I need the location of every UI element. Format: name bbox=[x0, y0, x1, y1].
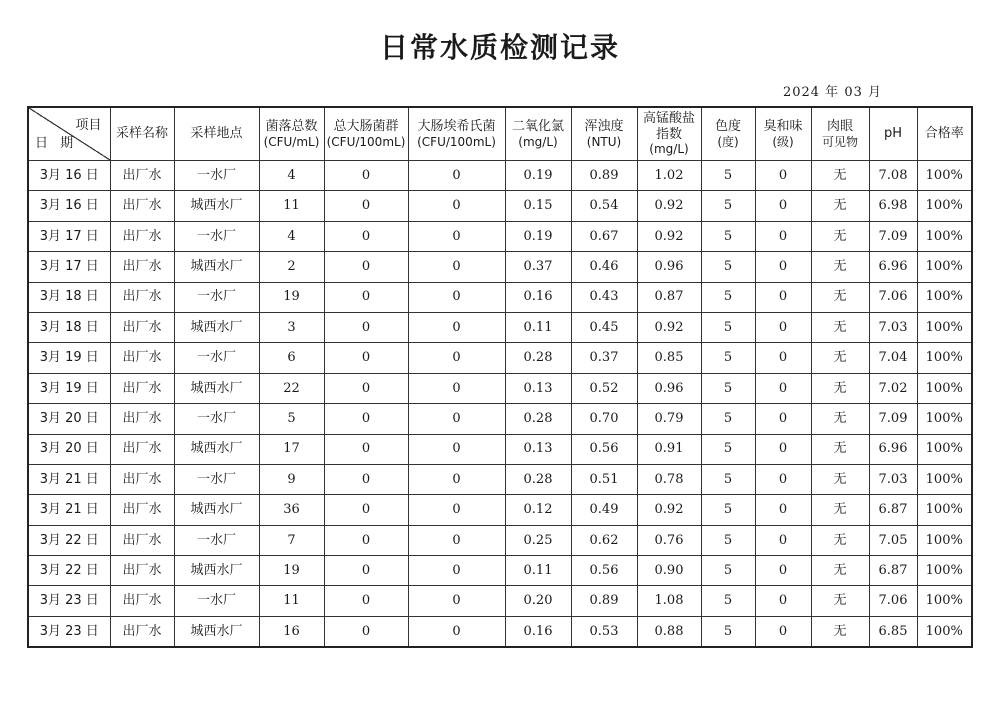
header-unit: (NTU) bbox=[586, 134, 622, 149]
cell-sample-site: 城西水厂 bbox=[174, 252, 259, 282]
cell-turbidity: 0.46 bbox=[571, 252, 637, 282]
header-unit: (级) bbox=[772, 134, 794, 149]
cell-turbidity: 0.56 bbox=[571, 434, 637, 464]
cell-total-coliforms: 0 bbox=[324, 252, 408, 282]
cell-pass-rate: 100% bbox=[917, 495, 972, 525]
cell-chroma: 5 bbox=[701, 525, 755, 555]
table-row bbox=[28, 373, 972, 403]
cell-turbidity: 0.62 bbox=[571, 525, 637, 555]
cell-visible-matter: 无 bbox=[811, 221, 869, 251]
cell-chlorine-dioxide: 0.13 bbox=[505, 373, 571, 403]
header-chroma bbox=[701, 107, 755, 161]
cell-total-coliforms: 0 bbox=[324, 616, 408, 647]
cell-total-coliforms: 0 bbox=[324, 221, 408, 251]
cell-sample-name: 出厂水 bbox=[110, 464, 174, 494]
cell-date: 3月 17 日 bbox=[28, 221, 110, 251]
table-row bbox=[28, 161, 972, 191]
cell-pass-rate: 100% bbox=[917, 373, 972, 403]
cell-total-colonies: 17 bbox=[259, 434, 324, 464]
cell-odor-taste: 0 bbox=[755, 312, 811, 342]
cell-visible-matter: 无 bbox=[811, 586, 869, 616]
cell-pass-rate: 100% bbox=[917, 343, 972, 373]
cell-total-coliforms: 0 bbox=[324, 586, 408, 616]
cell-visible-matter: 无 bbox=[811, 434, 869, 464]
cell-sample-site: 一水厂 bbox=[174, 464, 259, 494]
header-item-label: 项目 bbox=[75, 118, 102, 133]
cell-ph: 7.04 bbox=[869, 343, 917, 373]
cell-date: 3月 16 日 bbox=[28, 191, 110, 221]
cell-turbidity: 0.52 bbox=[571, 373, 637, 403]
cell-odor-taste: 0 bbox=[755, 161, 811, 191]
cell-chlorine-dioxide: 0.15 bbox=[505, 191, 571, 221]
cell-total-colonies: 5 bbox=[259, 404, 324, 434]
cell-total-colonies: 16 bbox=[259, 616, 324, 647]
table-row bbox=[28, 191, 972, 221]
cell-pass-rate: 100% bbox=[917, 616, 972, 647]
cell-sample-name: 出厂水 bbox=[110, 343, 174, 373]
cell-permanganate-index: 0.79 bbox=[637, 404, 701, 434]
cell-sample-name: 出厂水 bbox=[110, 586, 174, 616]
cell-odor-taste: 0 bbox=[755, 373, 811, 403]
cell-ph: 6.96 bbox=[869, 252, 917, 282]
cell-chroma: 5 bbox=[701, 586, 755, 616]
cell-total-coliforms: 0 bbox=[324, 161, 408, 191]
cell-chroma: 5 bbox=[701, 221, 755, 251]
cell-e-coli: 0 bbox=[408, 616, 505, 647]
cell-pass-rate: 100% bbox=[917, 252, 972, 282]
cell-ph: 7.09 bbox=[869, 221, 917, 251]
cell-date: 3月 17 日 bbox=[28, 252, 110, 282]
cell-ph: 6.96 bbox=[869, 434, 917, 464]
cell-sample-site: 一水厂 bbox=[174, 282, 259, 312]
cell-visible-matter: 无 bbox=[811, 616, 869, 647]
cell-chlorine-dioxide: 0.16 bbox=[505, 616, 571, 647]
cell-chroma: 5 bbox=[701, 191, 755, 221]
cell-chroma: 5 bbox=[701, 434, 755, 464]
cell-e-coli: 0 bbox=[408, 312, 505, 342]
cell-permanganate-index: 0.90 bbox=[637, 556, 701, 586]
table-body bbox=[28, 161, 972, 648]
cell-total-colonies: 36 bbox=[259, 495, 324, 525]
table-row bbox=[28, 434, 972, 464]
cell-turbidity: 0.54 bbox=[571, 191, 637, 221]
cell-odor-taste: 0 bbox=[755, 282, 811, 312]
header-unit: (CFU/100mL) bbox=[326, 134, 406, 149]
cell-total-coliforms: 0 bbox=[324, 343, 408, 373]
cell-ph: 7.02 bbox=[869, 373, 917, 403]
header-total-colonies bbox=[259, 107, 324, 161]
table-row bbox=[28, 404, 972, 434]
cell-e-coli: 0 bbox=[408, 191, 505, 221]
cell-ph: 7.08 bbox=[869, 161, 917, 191]
cell-odor-taste: 0 bbox=[755, 191, 811, 221]
table-row bbox=[28, 312, 972, 342]
header-label: pH bbox=[883, 126, 903, 142]
cell-permanganate-index: 1.08 bbox=[637, 586, 701, 616]
cell-turbidity: 0.49 bbox=[571, 495, 637, 525]
table-row bbox=[28, 464, 972, 494]
header-turbidity bbox=[571, 107, 637, 161]
cell-odor-taste: 0 bbox=[755, 434, 811, 464]
cell-sample-name: 出厂水 bbox=[110, 556, 174, 586]
cell-ph: 7.06 bbox=[869, 586, 917, 616]
cell-pass-rate: 100% bbox=[917, 312, 972, 342]
header-unit: (CFU/mL) bbox=[263, 134, 320, 149]
cell-date: 3月 21 日 bbox=[28, 464, 110, 494]
cell-pass-rate: 100% bbox=[917, 464, 972, 494]
cell-permanganate-index: 0.92 bbox=[637, 221, 701, 251]
cell-total-colonies: 3 bbox=[259, 312, 324, 342]
header-unit: (CFU/100mL) bbox=[417, 134, 496, 149]
cell-total-colonies: 11 bbox=[259, 191, 324, 221]
cell-total-coliforms: 0 bbox=[324, 556, 408, 586]
cell-turbidity: 0.89 bbox=[571, 161, 637, 191]
cell-visible-matter: 无 bbox=[811, 373, 869, 403]
cell-sample-site: 城西水厂 bbox=[174, 556, 259, 586]
header-label: 合格率 bbox=[924, 126, 964, 142]
cell-visible-matter: 无 bbox=[811, 464, 869, 494]
cell-sample-site: 城西水厂 bbox=[174, 312, 259, 342]
page-title: 日常水质检测记录 bbox=[379, 31, 620, 64]
cell-odor-taste: 0 bbox=[755, 221, 811, 251]
cell-e-coli: 0 bbox=[408, 404, 505, 434]
cell-ph: 7.03 bbox=[869, 312, 917, 342]
cell-visible-matter: 无 bbox=[811, 191, 869, 221]
cell-total-coliforms: 0 bbox=[324, 282, 408, 312]
cell-e-coli: 0 bbox=[408, 282, 505, 312]
table-row bbox=[28, 495, 972, 525]
cell-permanganate-index: 0.96 bbox=[637, 373, 701, 403]
cell-visible-matter: 无 bbox=[811, 161, 869, 191]
header-total-coliforms bbox=[324, 107, 408, 161]
table-row bbox=[28, 282, 972, 312]
cell-sample-site: 城西水厂 bbox=[174, 191, 259, 221]
cell-e-coli: 0 bbox=[408, 221, 505, 251]
header-visible-matter bbox=[811, 107, 869, 161]
cell-sample-name: 出厂水 bbox=[110, 616, 174, 647]
header-label: 采样名称 bbox=[115, 126, 168, 142]
cell-sample-name: 出厂水 bbox=[110, 373, 174, 403]
cell-permanganate-index: 0.87 bbox=[637, 282, 701, 312]
cell-odor-taste: 0 bbox=[755, 343, 811, 373]
cell-total-colonies: 4 bbox=[259, 221, 324, 251]
cell-chroma: 5 bbox=[701, 616, 755, 647]
cell-e-coli: 0 bbox=[408, 464, 505, 494]
table-row bbox=[28, 586, 972, 616]
header-row bbox=[28, 107, 972, 161]
cell-sample-name: 出厂水 bbox=[110, 252, 174, 282]
cell-total-colonies: 19 bbox=[259, 282, 324, 312]
cell-pass-rate: 100% bbox=[917, 586, 972, 616]
cell-odor-taste: 0 bbox=[755, 464, 811, 494]
cell-visible-matter: 无 bbox=[811, 556, 869, 586]
cell-permanganate-index: 0.76 bbox=[637, 525, 701, 555]
cell-date: 3月 23 日 bbox=[28, 616, 110, 647]
cell-date: 3月 22 日 bbox=[28, 525, 110, 555]
cell-date: 3月 23 日 bbox=[28, 586, 110, 616]
cell-sample-site: 一水厂 bbox=[174, 161, 259, 191]
cell-chlorine-dioxide: 0.28 bbox=[505, 343, 571, 373]
cell-total-coliforms: 0 bbox=[324, 434, 408, 464]
header-label: 高锰酸盐指数 bbox=[642, 111, 695, 142]
table-row bbox=[28, 221, 972, 251]
cell-e-coli: 0 bbox=[408, 434, 505, 464]
header-label: 采样地点 bbox=[190, 126, 243, 142]
cell-total-colonies: 7 bbox=[259, 525, 324, 555]
cell-e-coli: 0 bbox=[408, 525, 505, 555]
cell-chlorine-dioxide: 0.12 bbox=[505, 495, 571, 525]
cell-pass-rate: 100% bbox=[917, 434, 972, 464]
cell-visible-matter: 无 bbox=[811, 525, 869, 555]
cell-sample-name: 出厂水 bbox=[110, 221, 174, 251]
cell-permanganate-index: 0.96 bbox=[637, 252, 701, 282]
cell-ph: 6.87 bbox=[869, 556, 917, 586]
cell-total-coliforms: 0 bbox=[324, 312, 408, 342]
cell-chlorine-dioxide: 0.28 bbox=[505, 404, 571, 434]
cell-sample-site: 一水厂 bbox=[174, 221, 259, 251]
cell-turbidity: 0.43 bbox=[571, 282, 637, 312]
cell-total-coliforms: 0 bbox=[324, 191, 408, 221]
header-chlorine-dioxide bbox=[505, 107, 571, 161]
cell-odor-taste: 0 bbox=[755, 525, 811, 555]
header-date-label: 日 期 bbox=[35, 136, 78, 152]
header-label: 大肠埃希氏菌 bbox=[417, 119, 496, 134]
cell-total-colonies: 11 bbox=[259, 586, 324, 616]
cell-turbidity: 0.37 bbox=[571, 343, 637, 373]
cell-permanganate-index: 0.92 bbox=[637, 191, 701, 221]
cell-date: 3月 18 日 bbox=[28, 312, 110, 342]
header-permanganate-index bbox=[637, 107, 701, 161]
header-ph bbox=[869, 107, 917, 161]
diagonal-header-cell bbox=[28, 107, 110, 161]
cell-sample-site: 城西水厂 bbox=[174, 373, 259, 403]
cell-visible-matter: 无 bbox=[811, 282, 869, 312]
cell-date: 3月 20 日 bbox=[28, 434, 110, 464]
header-label: 臭和味 bbox=[763, 119, 803, 134]
cell-total-coliforms: 0 bbox=[324, 525, 408, 555]
cell-total-colonies: 9 bbox=[259, 464, 324, 494]
header-odor-taste bbox=[755, 107, 811, 161]
cell-sample-site: 一水厂 bbox=[174, 525, 259, 555]
cell-sample-site: 城西水厂 bbox=[174, 616, 259, 647]
table-row bbox=[28, 556, 972, 586]
cell-chroma: 5 bbox=[701, 464, 755, 494]
cell-chroma: 5 bbox=[701, 404, 755, 434]
cell-odor-taste: 0 bbox=[755, 586, 811, 616]
record-period: 2024 年 03 月 bbox=[782, 85, 882, 100]
cell-turbidity: 0.53 bbox=[571, 616, 637, 647]
cell-chlorine-dioxide: 0.19 bbox=[505, 221, 571, 251]
cell-ph: 6.85 bbox=[869, 616, 917, 647]
cell-chlorine-dioxide: 0.16 bbox=[505, 282, 571, 312]
cell-sample-name: 出厂水 bbox=[110, 434, 174, 464]
cell-visible-matter: 无 bbox=[811, 343, 869, 373]
cell-chlorine-dioxide: 0.25 bbox=[505, 525, 571, 555]
cell-turbidity: 0.67 bbox=[571, 221, 637, 251]
header-label: 浑浊度 bbox=[584, 119, 624, 134]
cell-sample-name: 出厂水 bbox=[110, 404, 174, 434]
cell-date: 3月 20 日 bbox=[28, 404, 110, 434]
table-row bbox=[28, 525, 972, 555]
cell-permanganate-index: 0.78 bbox=[637, 464, 701, 494]
cell-chroma: 5 bbox=[701, 556, 755, 586]
cell-ph: 6.98 bbox=[869, 191, 917, 221]
header-unit: (度) bbox=[717, 134, 739, 149]
cell-permanganate-index: 0.88 bbox=[637, 616, 701, 647]
cell-e-coli: 0 bbox=[408, 161, 505, 191]
header-sample-name bbox=[110, 107, 174, 161]
cell-visible-matter: 无 bbox=[811, 252, 869, 282]
cell-sample-name: 出厂水 bbox=[110, 312, 174, 342]
cell-visible-matter: 无 bbox=[811, 495, 869, 525]
cell-permanganate-index: 1.02 bbox=[637, 161, 701, 191]
cell-total-colonies: 22 bbox=[259, 373, 324, 403]
cell-total-coliforms: 0 bbox=[324, 404, 408, 434]
cell-ph: 7.09 bbox=[869, 404, 917, 434]
cell-total-colonies: 6 bbox=[259, 343, 324, 373]
cell-date: 3月 21 日 bbox=[28, 495, 110, 525]
header-label: 色度 bbox=[714, 119, 741, 134]
cell-chroma: 5 bbox=[701, 282, 755, 312]
cell-chlorine-dioxide: 0.13 bbox=[505, 434, 571, 464]
cell-pass-rate: 100% bbox=[917, 161, 972, 191]
cell-pass-rate: 100% bbox=[917, 556, 972, 586]
table-row bbox=[28, 252, 972, 282]
cell-e-coli: 0 bbox=[408, 495, 505, 525]
cell-turbidity: 0.56 bbox=[571, 556, 637, 586]
cell-pass-rate: 100% bbox=[917, 282, 972, 312]
header-unit: (mg/L) bbox=[518, 134, 558, 149]
cell-date: 3月 16 日 bbox=[28, 161, 110, 191]
cell-sample-name: 出厂水 bbox=[110, 525, 174, 555]
cell-chroma: 5 bbox=[701, 312, 755, 342]
cell-ph: 6.87 bbox=[869, 495, 917, 525]
cell-total-coliforms: 0 bbox=[324, 495, 408, 525]
header-sample-site bbox=[174, 107, 259, 161]
water-quality-table bbox=[27, 106, 973, 648]
header-label: 菌落总数 bbox=[265, 119, 318, 134]
cell-sample-site: 一水厂 bbox=[174, 343, 259, 373]
cell-sample-site: 一水厂 bbox=[174, 586, 259, 616]
cell-pass-rate: 100% bbox=[917, 191, 972, 221]
cell-permanganate-index: 0.92 bbox=[637, 495, 701, 525]
header-unit: (mg/L) bbox=[649, 142, 689, 157]
table-row bbox=[28, 616, 972, 647]
cell-chlorine-dioxide: 0.11 bbox=[505, 312, 571, 342]
cell-ph: 7.06 bbox=[869, 282, 917, 312]
cell-chroma: 5 bbox=[701, 343, 755, 373]
cell-e-coli: 0 bbox=[408, 556, 505, 586]
cell-sample-name: 出厂水 bbox=[110, 191, 174, 221]
cell-pass-rate: 100% bbox=[917, 404, 972, 434]
cell-odor-taste: 0 bbox=[755, 404, 811, 434]
cell-chlorine-dioxide: 0.11 bbox=[505, 556, 571, 586]
cell-chlorine-dioxide: 0.20 bbox=[505, 586, 571, 616]
cell-total-coliforms: 0 bbox=[324, 373, 408, 403]
cell-date: 3月 19 日 bbox=[28, 343, 110, 373]
cell-date: 3月 19 日 bbox=[28, 373, 110, 403]
cell-sample-site: 城西水厂 bbox=[174, 495, 259, 525]
cell-chlorine-dioxide: 0.28 bbox=[505, 464, 571, 494]
header-e-coli bbox=[408, 107, 505, 161]
cell-e-coli: 0 bbox=[408, 343, 505, 373]
cell-total-colonies: 19 bbox=[259, 556, 324, 586]
cell-total-coliforms: 0 bbox=[324, 464, 408, 494]
cell-pass-rate: 100% bbox=[917, 221, 972, 251]
cell-chroma: 5 bbox=[701, 252, 755, 282]
cell-sample-site: 一水厂 bbox=[174, 404, 259, 434]
cell-chroma: 5 bbox=[701, 161, 755, 191]
table-row bbox=[28, 343, 972, 373]
cell-e-coli: 0 bbox=[408, 586, 505, 616]
cell-sample-name: 出厂水 bbox=[110, 282, 174, 312]
cell-date: 3月 22 日 bbox=[28, 556, 110, 586]
cell-odor-taste: 0 bbox=[755, 495, 811, 525]
cell-sample-name: 出厂水 bbox=[110, 161, 174, 191]
cell-turbidity: 0.51 bbox=[571, 464, 637, 494]
header-label: 二氧化氯 bbox=[511, 119, 564, 134]
header-pass-rate bbox=[917, 107, 972, 161]
cell-odor-taste: 0 bbox=[755, 252, 811, 282]
header-label: 总大肠菌群 bbox=[333, 119, 399, 134]
cell-permanganate-index: 0.85 bbox=[637, 343, 701, 373]
cell-chlorine-dioxide: 0.37 bbox=[505, 252, 571, 282]
cell-odor-taste: 0 bbox=[755, 616, 811, 647]
cell-visible-matter: 无 bbox=[811, 404, 869, 434]
cell-permanganate-index: 0.92 bbox=[637, 312, 701, 342]
cell-pass-rate: 100% bbox=[917, 525, 972, 555]
cell-turbidity: 0.45 bbox=[571, 312, 637, 342]
cell-e-coli: 0 bbox=[408, 252, 505, 282]
cell-ph: 7.03 bbox=[869, 464, 917, 494]
cell-chroma: 5 bbox=[701, 495, 755, 525]
cell-chroma: 5 bbox=[701, 373, 755, 403]
header-label: 肉眼 bbox=[826, 119, 853, 134]
cell-ph: 7.05 bbox=[869, 525, 917, 555]
cell-date: 3月 18 日 bbox=[28, 282, 110, 312]
cell-turbidity: 0.70 bbox=[571, 404, 637, 434]
cell-permanganate-index: 0.91 bbox=[637, 434, 701, 464]
header-unit: 可见物 bbox=[821, 134, 858, 149]
cell-e-coli: 0 bbox=[408, 373, 505, 403]
cell-visible-matter: 无 bbox=[811, 312, 869, 342]
cell-total-colonies: 4 bbox=[259, 161, 324, 191]
cell-chlorine-dioxide: 0.19 bbox=[505, 161, 571, 191]
cell-sample-name: 出厂水 bbox=[110, 495, 174, 525]
cell-sample-site: 城西水厂 bbox=[174, 434, 259, 464]
cell-odor-taste: 0 bbox=[755, 556, 811, 586]
cell-turbidity: 0.89 bbox=[571, 586, 637, 616]
cell-total-colonies: 2 bbox=[259, 252, 324, 282]
